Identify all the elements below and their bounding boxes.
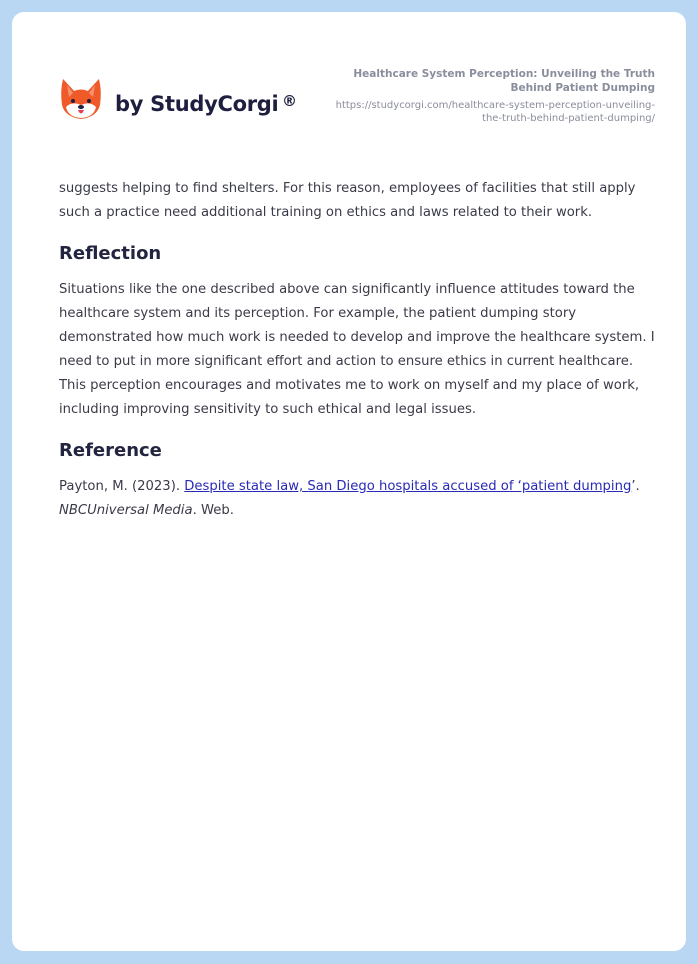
document-title: Healthcare System Perception: Unveiling the Truth Behind Patient Dumping [353,68,655,94]
reflection-paragraph: Situations like the one described above can significantly influence attitudes toward the healthcare system and its perception. For example, the patient dumping story demonstrated how much work is needed to develop and improve the healthcare system. I need to put in more significant effort and action to ensure ethics in current healthcare. This perception encourages and motivates me to work on myself and my place of work, including improving sensitivity to such ethical and legal issues. [59,282,655,417]
registered-mark: ® [282,92,297,110]
intro-paragraph: suggests helping to find shelters. For this reason, employees of facilities that still apply such a practice need additional training on ethics and laws related to their work. [59,181,636,220]
citation-after-link: ’. [631,479,640,494]
reference-heading: Reference [59,440,162,461]
citation-suffix: . Web. [192,503,234,518]
document-card [12,12,686,951]
logo-wordmark: by StudyCorgi [115,92,279,116]
corgi-head-icon [60,77,102,123]
document-meta [325,67,655,125]
citation-publisher: NBCUniversal Media [59,503,193,518]
reference-citation [59,475,659,523]
document-content [59,177,659,523]
studycorgi-logo[interactable] [60,76,297,124]
reflection-heading: Reflection [59,243,162,264]
citation-link[interactable]: Despite state law, San Diego hospitals accused of ‘patient dumping [184,479,632,494]
document-url[interactable]: https://studycorgi.com/healthcare-system-perception-unveiling-the-truth-behind-patient-dumping/ [335,100,655,124]
document-header [12,12,686,152]
citation-author-year: Payton, M. (2023). [59,479,185,494]
